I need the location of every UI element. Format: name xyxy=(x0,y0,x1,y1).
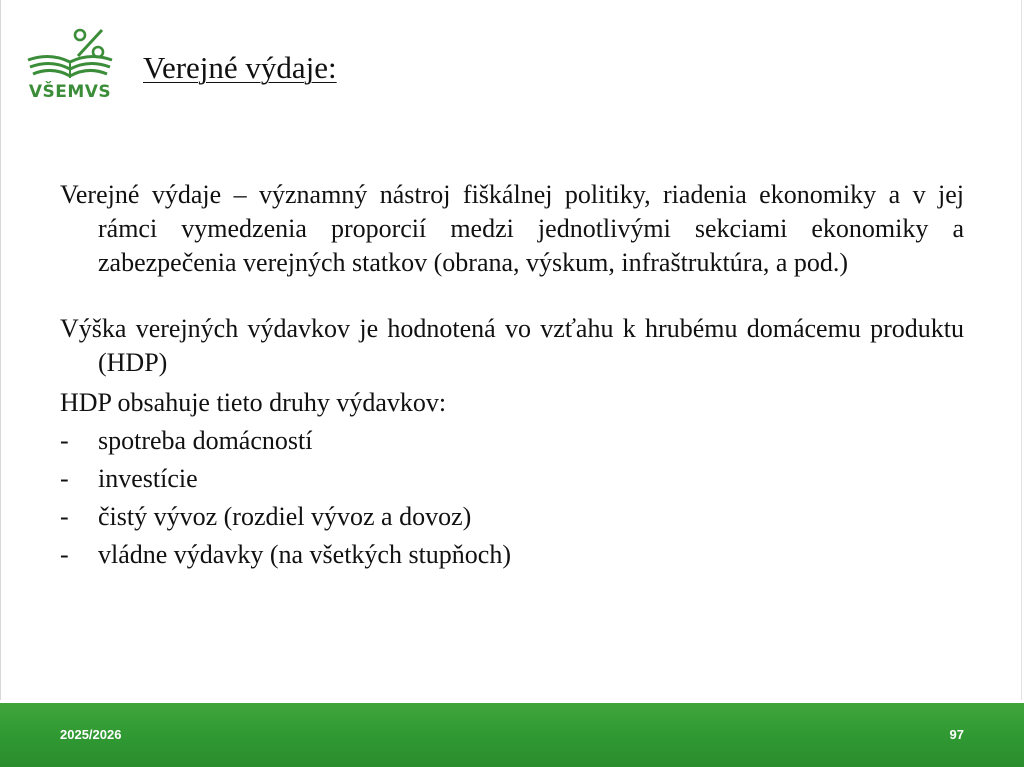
footer-bar xyxy=(0,703,1024,767)
slide-content xyxy=(60,178,964,576)
slide-title: Verejné výdaje: xyxy=(143,50,337,85)
list-item xyxy=(60,538,964,572)
logo-text: VŠEMVS xyxy=(28,82,112,102)
list-item-text: spotreba domácností xyxy=(98,426,313,455)
list-dash: - xyxy=(60,502,69,531)
book-percent-logo-icon xyxy=(22,26,118,84)
list-item-text: čistý vývoz (rozdiel vývoz a dovoz) xyxy=(98,502,472,531)
list-dash: - xyxy=(60,464,69,493)
paragraph-expenditure-level: Výška verejných výdavkov je hodnotená vo vzťahu k hrubému domácemu produktu (HDP) xyxy=(60,314,964,377)
expenditure-list xyxy=(60,424,964,572)
list-dash: - xyxy=(60,426,69,455)
list-item xyxy=(60,462,964,496)
list-intro: HDP obsahuje tieto druhy výdavkov: xyxy=(60,388,447,417)
list-item-text: investície xyxy=(98,464,198,493)
list-item xyxy=(60,500,964,534)
list-dash: - xyxy=(60,540,69,569)
vsemvs-logo xyxy=(22,26,118,104)
list-item xyxy=(60,424,964,458)
footer-year: 2025/2026 xyxy=(60,727,122,742)
list-item-text: vládne výdavky (na všetkých stupňoch) xyxy=(98,540,512,569)
paragraph-public-expenditure: Verejné výdaje – významný nástroj fiškálnej politiky, riadenia ekonomiky a v jej rámci vymedzenia proporcií medzi jednotlivými sekciami ekonomiky a zabezpečenia verejných statkov (obrana, výskum, infraštruktúra, a pod.) xyxy=(60,180,964,277)
page-number: 97 xyxy=(949,727,964,742)
